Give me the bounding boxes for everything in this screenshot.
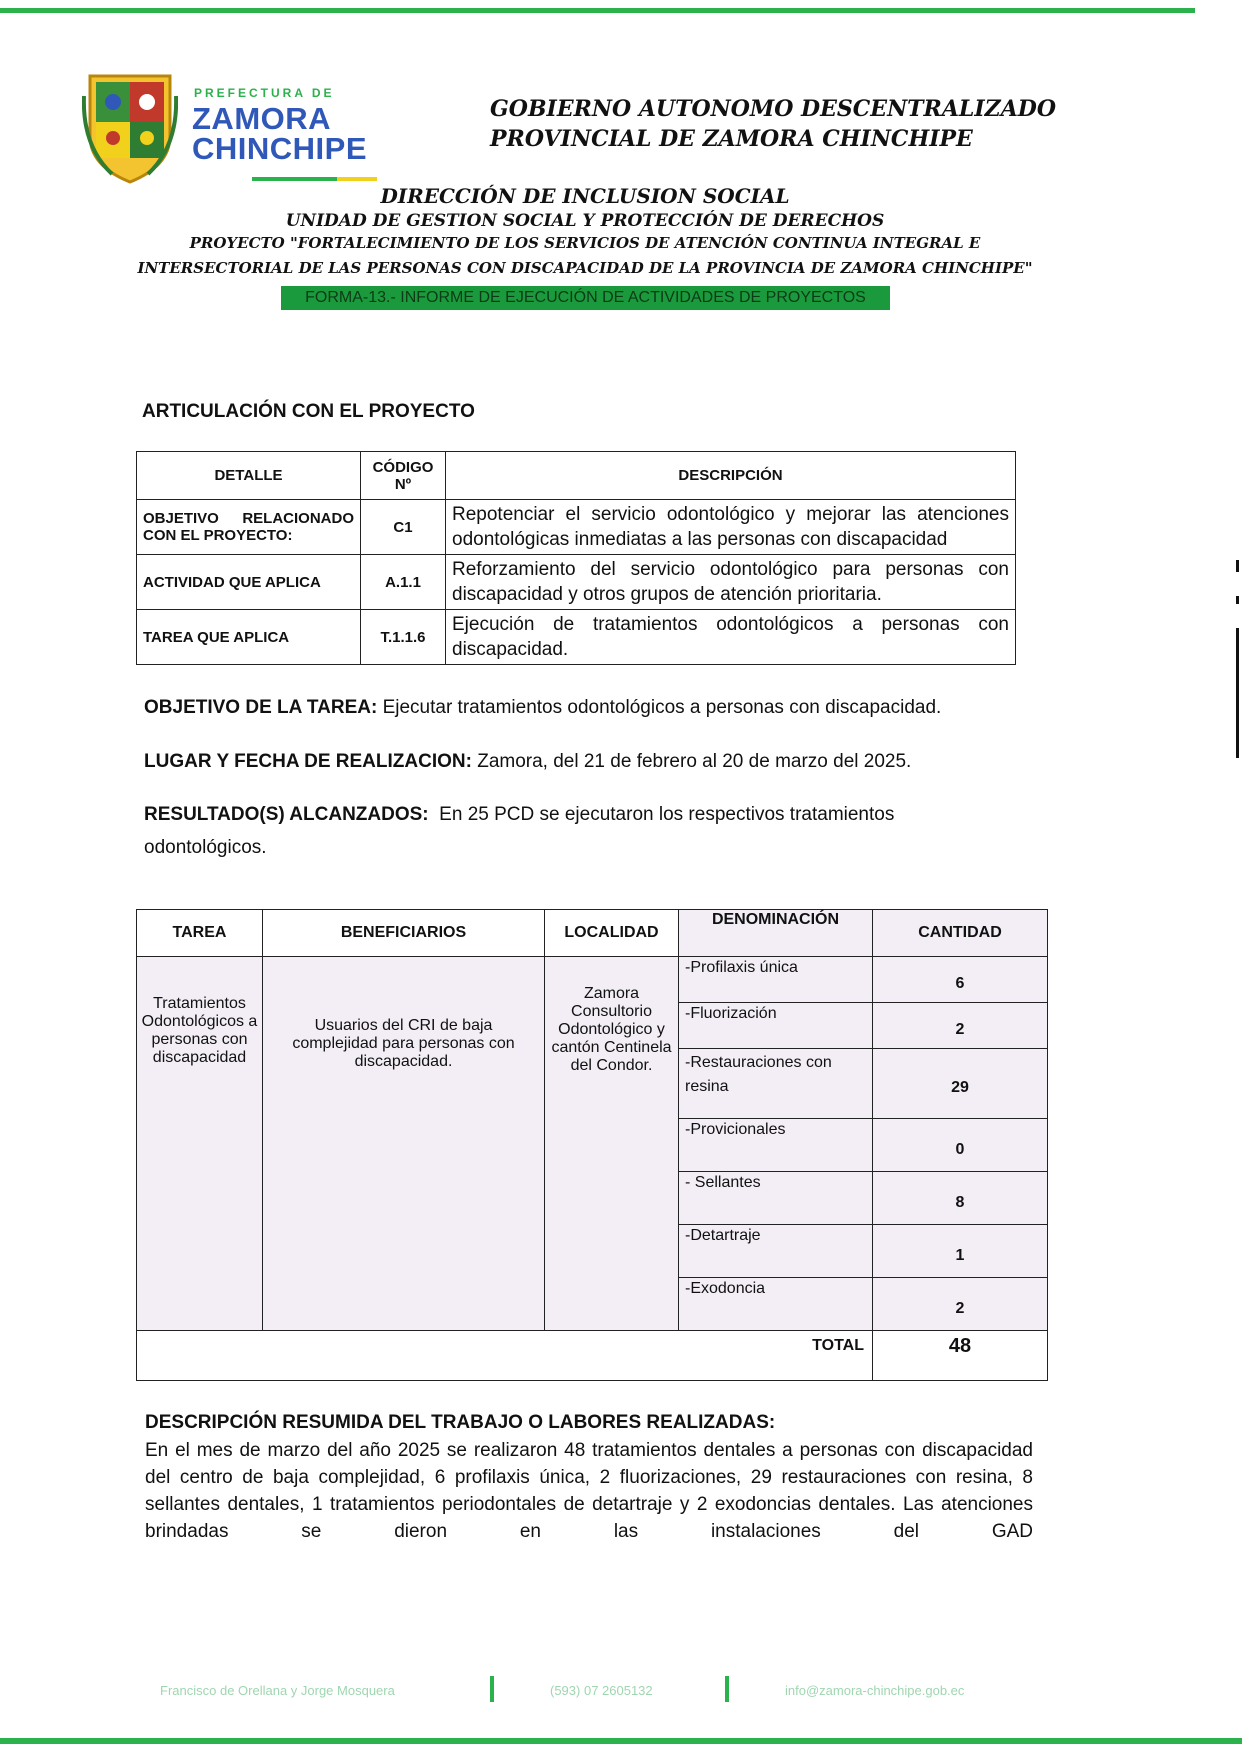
cantidad-cell: 29 — [873, 1049, 1048, 1119]
gov-title-line1: GOBIERNO AUTONOMO DESCENTRALIZADO — [490, 96, 1057, 122]
col-codigo-line2: Nº — [394, 475, 412, 493]
table-row — [137, 610, 1016, 665]
tarea-cell: Tratamientos Odontológicos a personas con discapacidad — [137, 957, 263, 1331]
footer-address: Francisco de Orellana y Jorge Mosquera — [160, 1683, 395, 1698]
detalle-cell: TAREA QUE APLICA — [137, 610, 361, 665]
descripcion-body: En el mes de marzo del año 2025 se realizaron 48 tratamientos dentales a personas con discapacidad del centro de baja complejidad, 6 profilaxis única, 2 fluorizaciones, 29 restauraciones con resina, 8 sellantes dentales, 1 tratamientos periodontales de detartraje y 2 exodoncias dentales. Las atenciones brindadas se dieron en las instalaciones del GAD — [145, 1440, 1033, 1542]
direccion-title: DIRECCIÓN DE INCLUSION SOCIAL — [380, 184, 790, 208]
articulacion-heading: ARTICULACIÓN CON EL PROYECTO — [142, 401, 475, 422]
codigo-cell: C1 — [361, 500, 446, 555]
beneficiarios-cell: Usuarios del CRI de baja complejidad para personas con discapacidad. — [263, 957, 545, 1331]
logo-underline-yellow — [337, 177, 377, 181]
denominacion-cell: - Sellantes — [679, 1172, 873, 1225]
denominacion-cell: -Profilaxis única — [679, 957, 873, 1003]
denominacion-cell: -Detartraje — [679, 1225, 873, 1278]
codigo-cell: T.1.1.6 — [361, 610, 446, 665]
cantidad-cell: 1 — [873, 1225, 1048, 1278]
cantidad-cell: 0 — [873, 1119, 1048, 1172]
denominacion-cell: -Exodoncia — [679, 1278, 873, 1331]
total-value: 48 — [873, 1331, 1048, 1381]
detalle-cell: OBJETIVO RELACIONADO CON EL PROYECTO: — [137, 500, 361, 555]
proyecto-line1: PROYECTO "FORTALECIMIENTO DE LOS SERVICIOS DE ATENCIÓN CONTINUA INTEGRAL E — [189, 234, 981, 252]
resultado-label: RESULTADO(S) ALCANZADOS: — [144, 804, 429, 825]
footer-phone: (593) 07 2605132 — [550, 1683, 653, 1698]
logo-underline-green — [252, 177, 337, 181]
unidad-title: UNIDAD DE GESTION SOCIAL Y PROTECCIÓN DE DERECHOS — [285, 211, 885, 231]
bottom-green-line — [0, 1738, 1242, 1744]
col-codigo — [361, 452, 446, 500]
col-beneficiarios: BENEFICIARIOS — [263, 910, 545, 957]
table-row — [137, 555, 1016, 610]
total-label: TOTAL — [137, 1331, 873, 1381]
denominacion-cell: -Restauraciones con resina — [679, 1049, 873, 1119]
gov-title-line2: PROVINCIAL DE ZAMORA CHINCHIPE — [490, 126, 973, 152]
col-denominacion: DENOMINACIÓN — [679, 910, 873, 957]
denominacion-cell: -Fluorización — [679, 1003, 873, 1049]
resultado-paragraph-cont: odontológicos. — [144, 837, 267, 858]
footer-separator — [490, 1676, 494, 1702]
footer-email: info@zamora-chinchipe.gob.ec — [785, 1683, 965, 1698]
lugar-text: Zamora, del 21 de febrero al 20 de marzo del 2025. — [471, 751, 912, 772]
logo-big-text — [192, 101, 368, 166]
tratamientos-table — [136, 909, 1048, 1381]
top-green-line — [0, 8, 1195, 13]
descripcion-cell: Ejecución de tratamientos odontológicos a personas con discapacidad. — [446, 610, 1016, 665]
col-codigo-line1: CÓDIGO — [372, 458, 434, 476]
resultado-paragraph — [144, 804, 894, 826]
col-detalle: DETALLE — [137, 452, 361, 500]
objetivo-paragraph — [144, 697, 941, 719]
objetivo-text: Ejecutar tratamientos odontológicos a personas con discapacidad. — [377, 697, 942, 718]
col-cantidad: CANTIDAD — [873, 910, 1048, 957]
denominacion-cell: -Provicionales — [679, 1119, 873, 1172]
resultado-text: En 25 PCD se ejecutaron los respectivos tratamientos — [428, 804, 895, 825]
cantidad-cell: 2 — [873, 1003, 1048, 1049]
total-row — [137, 1331, 1048, 1381]
col-tarea: TAREA — [137, 910, 263, 957]
localidad-cell: Zamora Consultorio Odontológico y cantón Centinela del Condor. — [545, 957, 679, 1331]
descripcion-cell: Reforzamiento del servicio odontológico para personas con discapacidad y otros grupos de atención prioritaria. — [446, 555, 1016, 610]
lugar-label: LUGAR Y FECHA DE REALIZACION: — [144, 751, 472, 772]
codigo-cell: A.1.1 — [361, 555, 446, 610]
table-row — [137, 500, 1016, 555]
forma-banner: FORMA-13.- INFORME DE EJECUCIÓN DE ACTIVIDADES DE PROYECTOS — [281, 286, 890, 310]
scan-edge-marks — [1236, 560, 1239, 740]
cantidad-cell: 6 — [873, 957, 1048, 1003]
objetivo-label: OBJETIVO DE LA TAREA: — [144, 697, 378, 718]
descripcion-cell: Repotenciar el servicio odontológico y mejorar las atenciones odontológicas inmediatas a las personas con discapacidad — [446, 500, 1016, 555]
proyecto-line2: INTERSECTORIAL DE LAS PERSONAS CON DISCAPACIDAD DE LA PROVINCIA DE ZAMORA CHINCHIPE" — [137, 259, 1033, 277]
logo-word-chinchipe: CHINCHIPE — [192, 131, 368, 166]
table-row — [137, 957, 1048, 1003]
footer-separator — [725, 1676, 729, 1702]
descripcion-heading: DESCRIPCIÓN RESUMIDA DEL TRABAJO O LABORES REALIZADAS: — [145, 1412, 776, 1433]
articulacion-table — [136, 451, 1016, 665]
lugar-paragraph — [144, 751, 911, 773]
cantidad-cell: 8 — [873, 1172, 1048, 1225]
col-localidad: LOCALIDAD — [545, 910, 679, 957]
logo-word-zamora: ZAMORA — [192, 101, 332, 136]
logo-small-text: PREFECTURA DE — [194, 86, 335, 100]
cantidad-cell: 2 — [873, 1278, 1048, 1331]
coat-of-arms-icon — [82, 66, 178, 184]
detalle-cell: ACTIVIDAD QUE APLICA — [137, 555, 361, 610]
col-descripcion: DESCRIPCIÓN — [446, 452, 1016, 500]
